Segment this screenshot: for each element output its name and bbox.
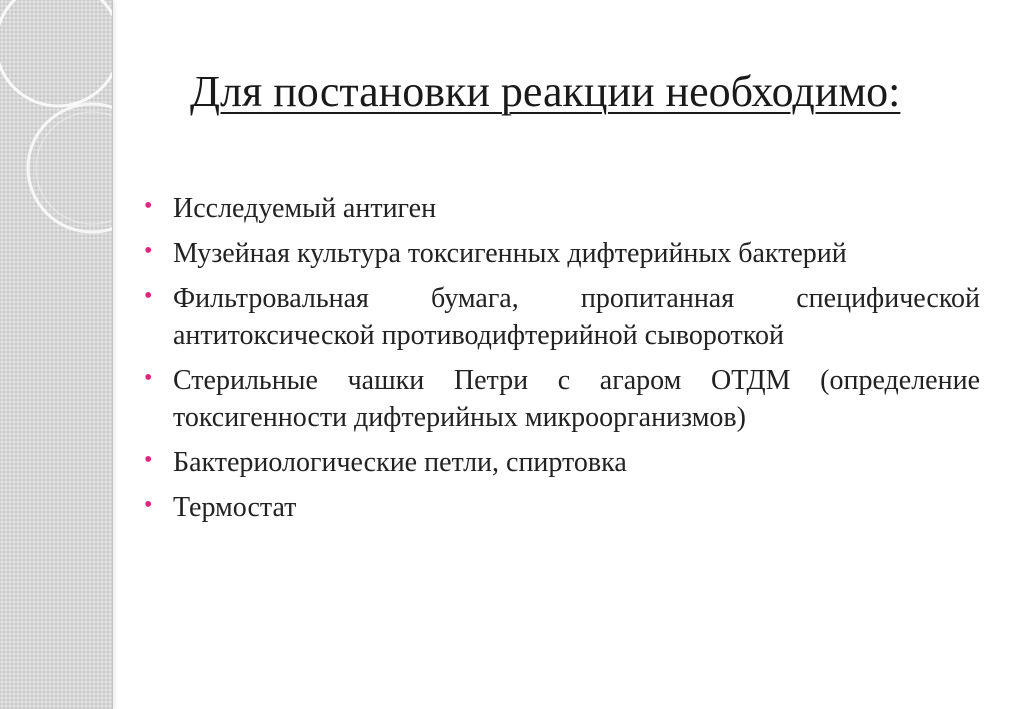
decorative-ring-lower (28, 104, 112, 232)
list-item (144, 489, 980, 526)
slide-title: Для постановки реакции необходимо: (190, 67, 901, 116)
decorative-ring-inner (36, 112, 112, 224)
bullet-icon: • (144, 193, 153, 219)
list-item-text: Бактериологические петли, спиртовка (173, 447, 627, 478)
list-item (144, 280, 980, 354)
list-item-text: Термостат (173, 492, 297, 523)
list-item-text: Музейная культура токсигенных дифтерийных бактерий (173, 238, 847, 269)
bullet-icon: • (144, 447, 153, 473)
list-item-text: Фильтровальная бумага, пропитанная специфической антитоксической противодифтерийной сывороткой (173, 283, 980, 351)
list-item-text: Стерильные чашки Петри с агаром ОТДМ (определение токсигенности дифтерийных микроорганизмов) (173, 365, 980, 433)
list-item (144, 235, 980, 272)
list-item-text: Исследуемый антиген (173, 193, 437, 224)
bullet-list (144, 190, 980, 534)
list-item (144, 362, 980, 436)
bullet-icon: • (144, 238, 153, 264)
decorative-rings (0, 0, 112, 709)
list-item (144, 190, 980, 227)
decorative-ring-upper (0, 0, 112, 106)
decorative-side-panel (0, 0, 113, 709)
list-item (144, 444, 980, 481)
bullet-icon: • (144, 365, 153, 391)
bullet-icon: • (144, 492, 153, 518)
bullet-icon: • (144, 283, 153, 309)
